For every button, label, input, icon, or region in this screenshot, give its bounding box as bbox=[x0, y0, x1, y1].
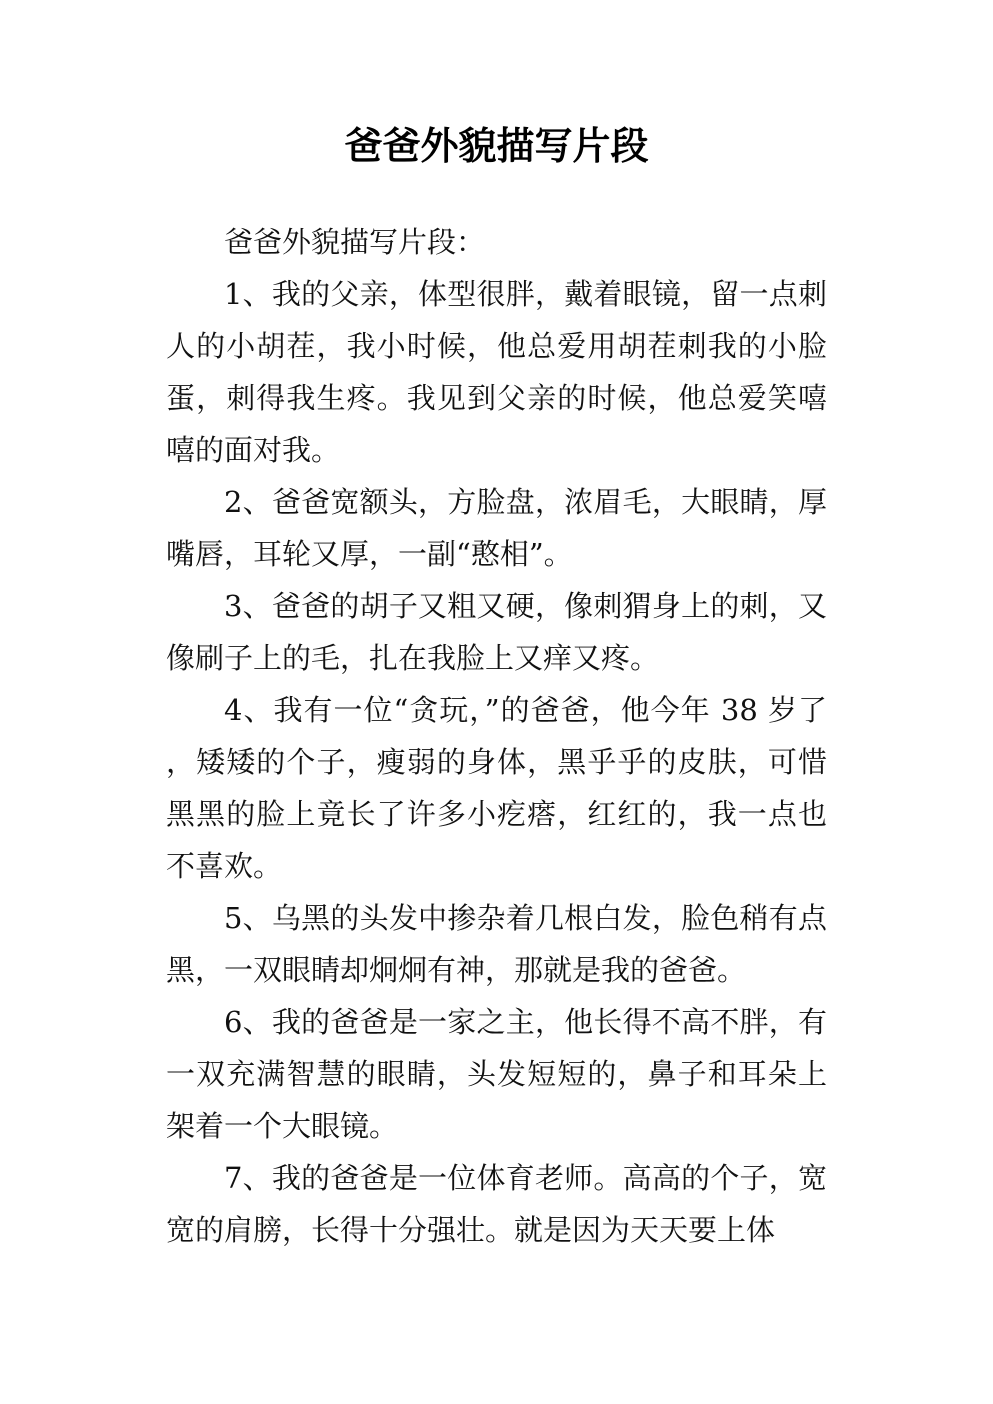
paragraph-2: 2、爸爸宽额头，方脸盘，浓眉毛，大眼睛，厚嘴唇，耳轮又厚，一副“憨相”。 bbox=[166, 485, 827, 571]
paragraph-3: 3、爸爸的胡子又粗又硬，像刺猬身上的刺，又像刷子上的毛，扎在我脸上又痒又疼。 bbox=[166, 589, 827, 675]
paragraph-6: 6、我的爸爸是一家之主，他长得不高不胖，有一双充满智慧的眼睛，头发短短的，鼻子和耳朵上架着一个大眼镜。 bbox=[166, 1005, 827, 1143]
paragraph-7: 7、我的爸爸是一位体育老师。高高的个子，宽宽的肩膀，长得十分强壮。就是因为天天要上体 bbox=[166, 1161, 827, 1247]
paragraph-4: 4、我有一位“贪玩，”的爸爸，他今年 38 岁了，矮矮的个子，瘦弱的身体，黑乎乎的皮肤，可惜黑黑的脸上竟长了许多小疙瘩，红红的，我一点也不喜欢。 bbox=[166, 693, 827, 883]
paragraph-intro: 爸爸外貌描写片段： bbox=[224, 225, 486, 259]
document-body bbox=[166, 216, 827, 1256]
page-title: 爸爸外貌描写片段 bbox=[344, 124, 649, 168]
paragraph-5: 5、乌黑的头发中掺杂着几根白发，脸色稍有点黑，一双眼睛却炯炯有神，那就是我的爸爸。 bbox=[166, 901, 827, 987]
paragraph-1: 1、我的父亲，体型很胖，戴着眼镜，留一点刺人的小胡茬，我小时候，他总爱用胡茬刺我的小脸蛋，刺得我生疼。我见到父亲的时候，他总爱笑嘻嘻的面对我。 bbox=[166, 277, 827, 467]
